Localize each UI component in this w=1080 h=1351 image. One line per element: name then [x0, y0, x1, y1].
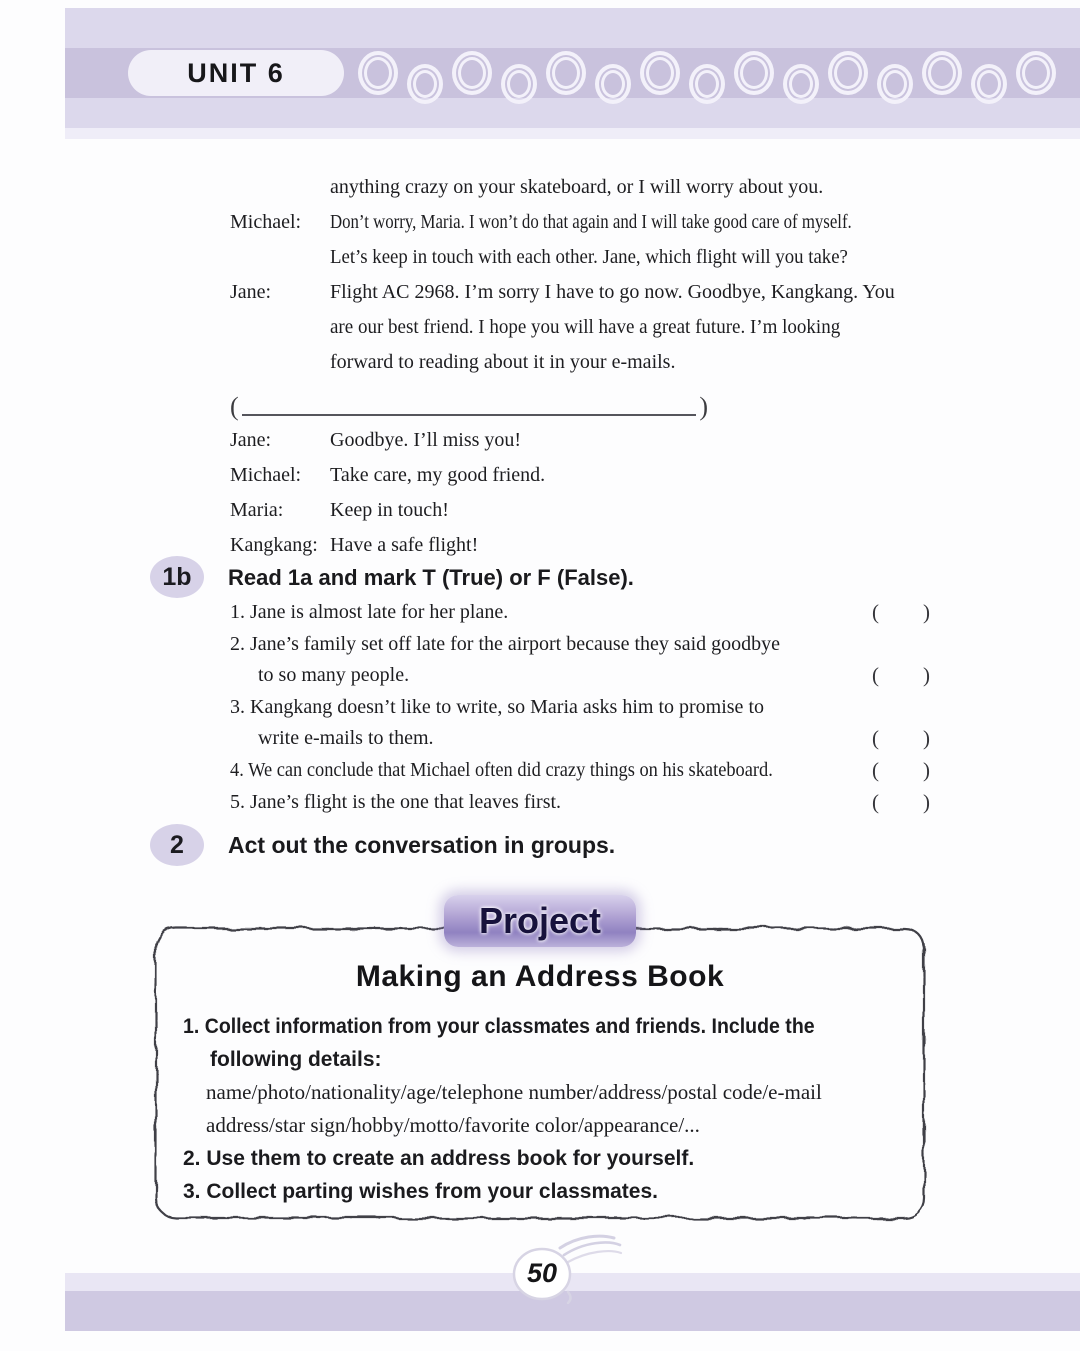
item-line: 1. Jane is almost late for her plane.: [230, 601, 509, 623]
header-circles-decoration: [358, 51, 1080, 113]
speaker-label: [230, 170, 330, 205]
dialogue-row: [230, 275, 952, 310]
bracket-open: (: [872, 726, 879, 751]
dialogue-line: Have a safe flight!: [330, 534, 479, 556]
dialogue-row: [230, 345, 952, 380]
speaker-label: Michael:: [230, 211, 302, 233]
close-paren: ): [699, 392, 708, 421]
project-title: Making an Address Book: [355, 960, 725, 993]
true-false-item: [230, 597, 930, 629]
bracket-open: (: [872, 663, 879, 688]
item-line: 5. Jane’s flight is the one that leaves first.: [230, 790, 562, 813]
speaker-label: [230, 240, 330, 275]
dialogue-row: [230, 170, 952, 205]
ring-icon: [783, 64, 819, 104]
project-box: [150, 900, 930, 1224]
dialogue-line: anything crazy on your skateboard, or I will worry about you.: [330, 176, 824, 198]
page-number: 50: [526, 1258, 558, 1288]
ring-icon: [1016, 51, 1056, 95]
ring-icon: [734, 51, 774, 95]
ring-icon: [877, 64, 913, 104]
ring-icon: [407, 64, 443, 104]
exercise-2-title: Act out the conversation in groups.: [228, 832, 616, 858]
item-line: write e-mails to them.: [258, 727, 434, 750]
speaker-label: [230, 310, 330, 345]
item-line: 4. We can conclude that Michael often did crazy things on his skateboard.: [230, 758, 773, 781]
dialogue-line: Let’s keep in touch with each other. Jane, which flight will you take?: [330, 246, 848, 268]
dialogue-line: Take care, my good friend.: [330, 464, 546, 486]
dialogue-line: Keep in touch!: [330, 499, 449, 521]
page-number-badge: [490, 1234, 624, 1304]
exercise-2-badge-label: 2: [170, 830, 184, 859]
answer-brackets: [872, 597, 930, 629]
true-false-item: [230, 629, 930, 692]
bracket-open: (: [872, 757, 879, 782]
ring-icon: [689, 64, 725, 104]
exercise-1b-badge-label: 1b: [162, 562, 192, 591]
project-label: Project: [478, 900, 602, 941]
bracket-close: ): [923, 757, 930, 782]
bracket-open: (: [872, 789, 879, 814]
dialogue-line: Flight AC 2968. I’m sorry I have to go now. Goodbye, Kangkang. You: [330, 281, 895, 303]
blank-underline: [242, 414, 697, 416]
project-step: 1. Collect information from your classmates and friends. Include the: [183, 1015, 815, 1038]
exercise-1b-badge: [150, 556, 204, 598]
true-false-item: [230, 692, 930, 755]
ring-icon: [452, 51, 492, 95]
dialogue-line: forward to reading about it in your e-mails.: [330, 351, 676, 373]
ring-icon: [971, 64, 1007, 104]
open-paren: (: [230, 392, 239, 421]
dialogue-block: [230, 170, 952, 563]
bracket-close: ): [923, 600, 930, 624]
project-pill: [444, 895, 636, 947]
speaker-label: [230, 345, 330, 380]
project-body: [183, 1010, 905, 1208]
ring-icon: [501, 64, 537, 104]
dialogue-line: Goodbye. I’ll miss you!: [330, 429, 522, 451]
speaker-label: Kangkang:: [230, 534, 318, 556]
speaker-label: Maria:: [230, 499, 284, 521]
dialogue-row: [230, 310, 952, 345]
ring-icon: [595, 64, 631, 104]
bracket-open: (: [872, 600, 879, 624]
unit-pill: [128, 50, 344, 96]
exercise-2-badge: [150, 824, 204, 866]
dialogue-row: [230, 240, 952, 275]
answer-brackets: [872, 755, 930, 787]
speaker-label: Jane:: [230, 281, 272, 303]
project-step: 3. Collect parting wishes from your classmates.: [183, 1180, 658, 1203]
dialogue-row: [230, 493, 952, 528]
project-detail: name/photo/nationality/age/telephone number/address/postal code/e-mail: [206, 1080, 822, 1104]
bracket-close: ): [923, 663, 930, 688]
project-detail: address/star sign/hobby/motto/favorite color/appearance/...: [206, 1113, 700, 1137]
header-sub-band: [65, 128, 1080, 139]
item-line: 2. Jane’s family set off late for the airport because they said goodbye: [230, 632, 781, 655]
dialogue-row: [230, 423, 952, 458]
dialogue-row: [230, 205, 952, 240]
dialogue-line: are our best friend. I hope you will have a great future. I’m looking: [330, 316, 841, 338]
true-false-item: [230, 755, 930, 787]
answer-brackets: [872, 723, 930, 755]
ring-icon: [922, 51, 962, 95]
ring-icon: [546, 51, 586, 95]
item-line: 3. Kangkang doesn’t like to write, so Maria asks him to promise to: [230, 695, 764, 718]
bracket-close: ): [923, 726, 930, 751]
speaker-label: Michael:: [230, 464, 302, 486]
answer-brackets: [872, 787, 930, 819]
ring-icon: [828, 51, 868, 95]
answer-blank-line: [230, 383, 708, 421]
project-step: 2. Use them to create an address book for yourself.: [183, 1147, 695, 1170]
item-line: to so many people.: [258, 664, 410, 687]
ring-icon: [640, 51, 680, 95]
speaker-label: Jane:: [230, 429, 272, 451]
bracket-close: ): [923, 789, 930, 814]
project-step: following details:: [210, 1048, 382, 1071]
true-false-item: [230, 787, 930, 819]
exercise-1b-title: Read 1a and mark T (True) or F (False).: [228, 565, 634, 590]
unit-label: UNIT 6: [187, 57, 285, 88]
true-false-list: [230, 597, 930, 818]
dialogue-row: [230, 458, 952, 493]
dialogue-row: [230, 528, 952, 563]
answer-brackets: [872, 660, 930, 692]
ring-icon: [358, 51, 398, 95]
dialogue-line: Don’t worry, Maria. I won’t do that again and I will take good care of myself.: [330, 211, 852, 233]
